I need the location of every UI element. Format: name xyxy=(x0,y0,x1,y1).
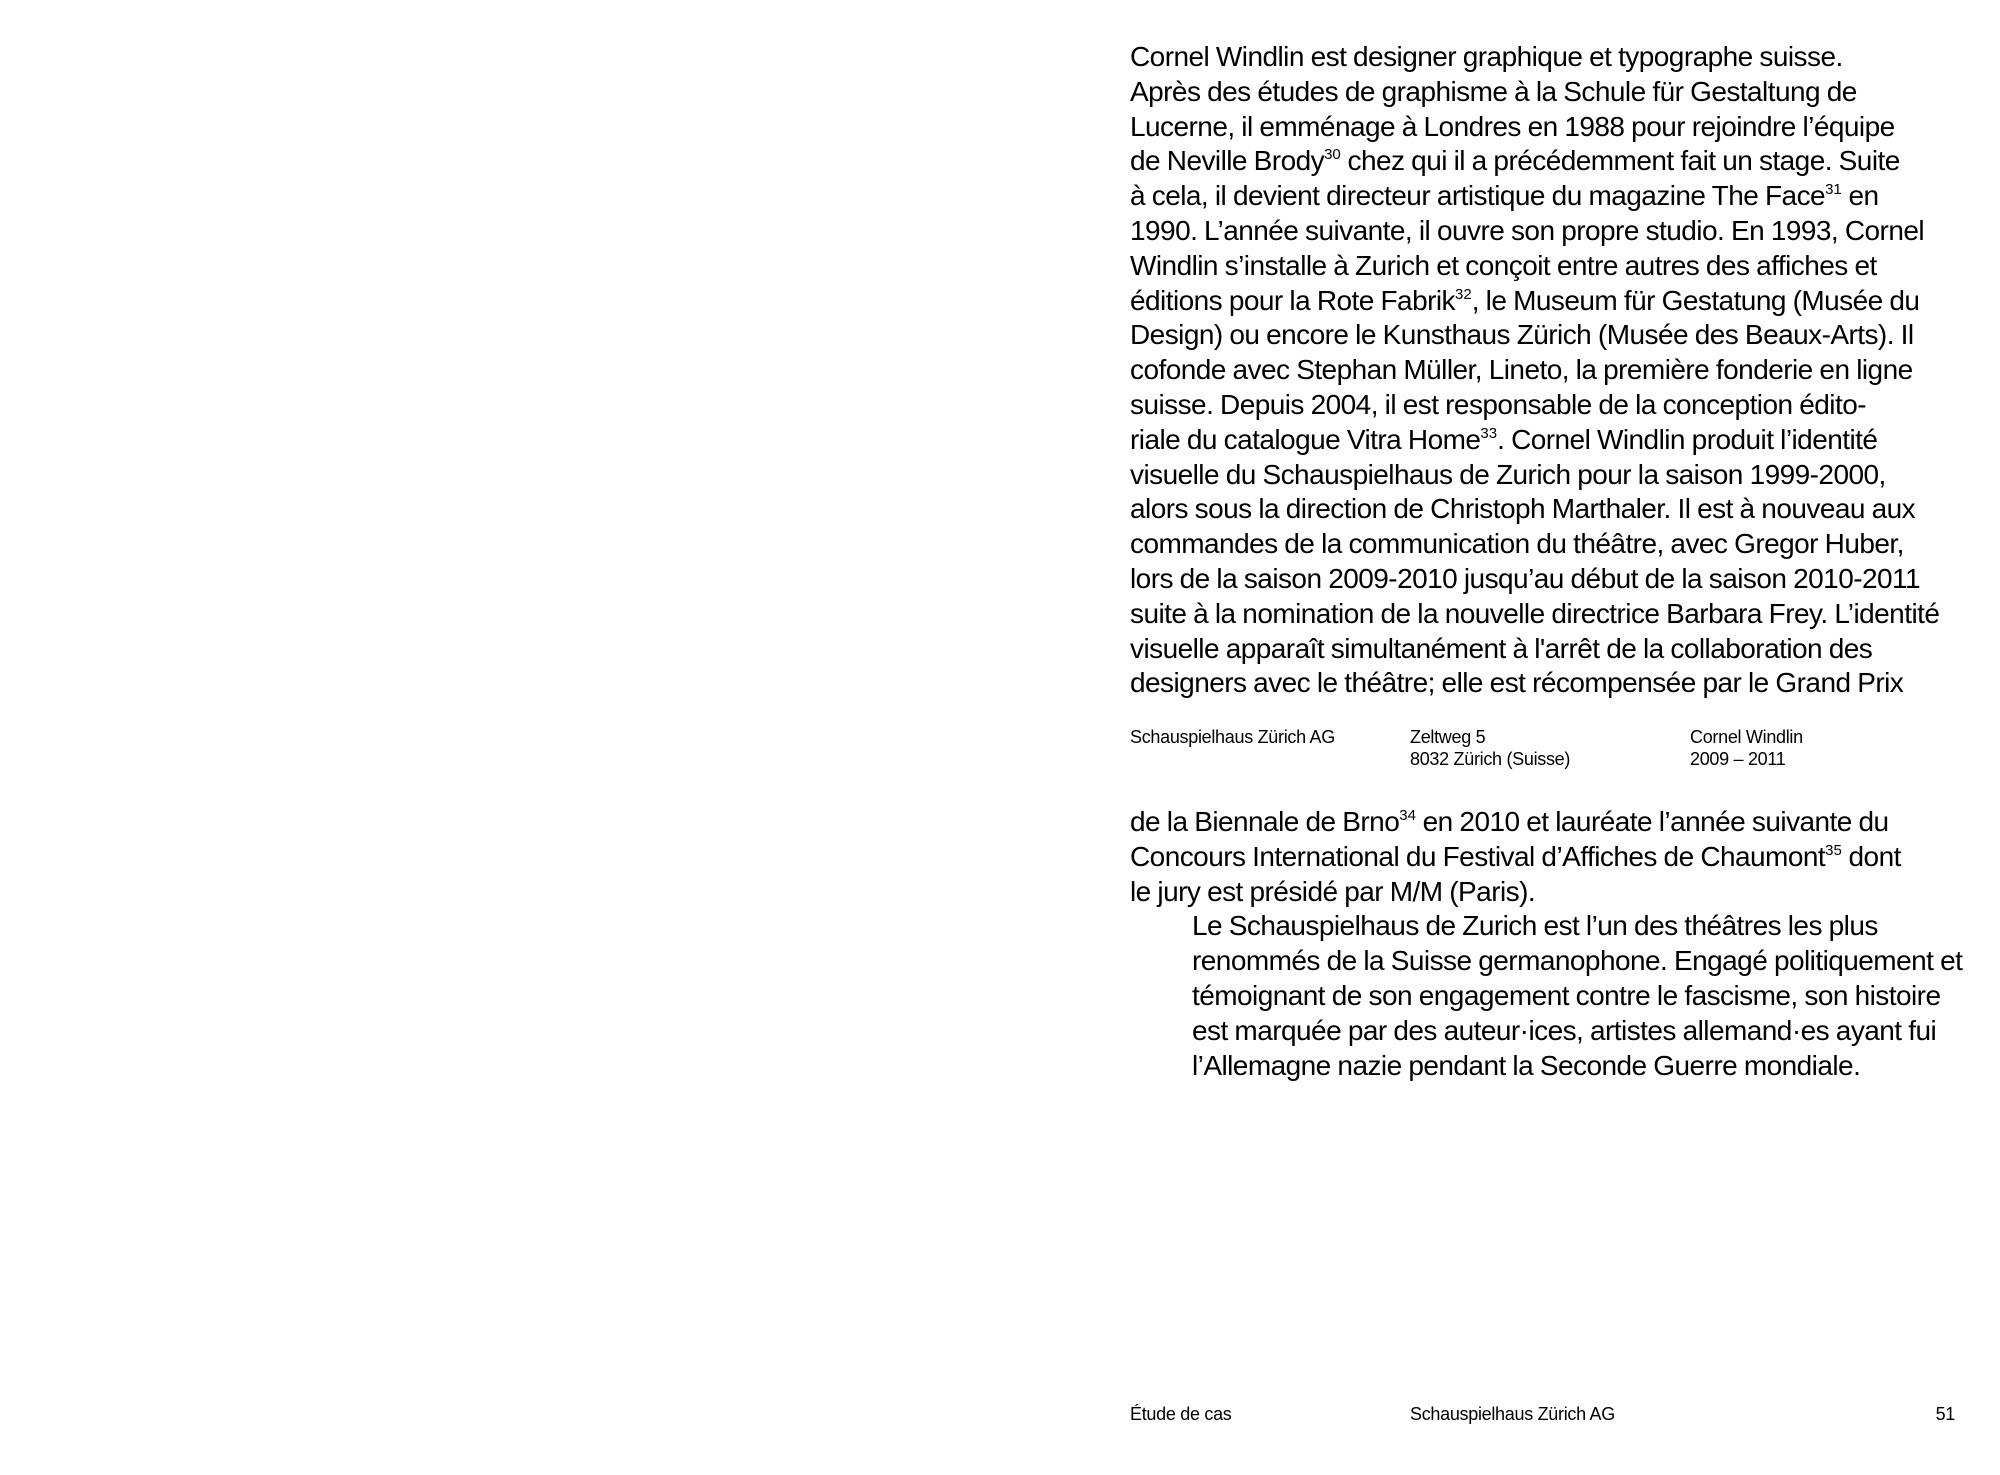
text-line: témoignant de son engagement contre le fascisme, son histoire xyxy=(1192,979,1941,1011)
caption-years: 2009 – 2011 xyxy=(1690,749,1786,769)
text-line: 1990. L’année suivante, il ouvre son propre studio. En 1993, Cornel xyxy=(1130,214,1925,246)
main-text-top xyxy=(1130,40,1960,701)
text-line: l’Allemagne nazie pendant la Seconde Guerre mondiale. xyxy=(1192,1049,1861,1081)
caption-address xyxy=(1410,726,1670,770)
text-line: Cornel Windlin est designer graphique et typographe suisse. xyxy=(1130,41,1843,72)
text-line: cofonde avec Stephan Müller, Lineto, la première fonderie en ligne xyxy=(1130,354,1913,386)
caption-client xyxy=(1130,726,1390,748)
footer-running-title: Schauspielhaus Zürich AG xyxy=(1410,1404,1615,1424)
text-line: suite à la nomination de la nouvelle directrice Barbara Frey. L’identité xyxy=(1130,597,1940,629)
text-line: de Neville Brody$^{30}$ chez qui il a précédemment fait un stage. Suite xyxy=(1130,145,1900,177)
text-line: designers avec le théâtre; elle est récompensée par le Grand Prix xyxy=(1130,667,1904,699)
text-line: de la Biennale de Brno$^{34}$ en 2010 et lauréate l’année suivante du xyxy=(1130,806,1889,837)
caption-client-name: Schauspielhaus Zürich AG xyxy=(1130,727,1335,747)
text-line: alors sous la direction de Christoph Marthaler. Il est à nouveau aux xyxy=(1130,493,1916,525)
caption-designer: Cornel Windlin xyxy=(1690,727,1803,747)
footnote-reference: 35 xyxy=(1825,841,1842,859)
text-line: est marquée par des auteur·ices, artistes allemand·es ayant fui xyxy=(1192,1014,1937,1046)
caption-credit xyxy=(1690,726,1960,770)
text-line: Design) ou encore le Kunsthaus Zürich (Musée des Beaux-Arts). Il xyxy=(1130,319,1914,351)
text-line: éditions pour la Rote Fabrik$^{32}$, le Museum für Gestatung (Musée du xyxy=(1130,284,1920,316)
main-text-bottom xyxy=(1130,805,1963,1083)
text-line: riale du catalogue Vitra Home$^{33}$. Cornel Windlin produit l’identité xyxy=(1130,423,1878,455)
text-line: Le Schauspielhaus de Zurich est l’un des théâtres les plus xyxy=(1192,910,1878,942)
text-line: suisse. Depuis 2004, il est responsable de la conception édito- xyxy=(1130,388,1866,420)
text-line: Lucerne, il emménage à Londres en 1988 pour rejoindre l’équipe xyxy=(1130,110,1895,142)
footnote-reference: 33 xyxy=(1480,424,1498,442)
text-line: visuelle du Schauspielhaus de Zurich pour la saison 1999-2000, xyxy=(1130,458,1886,490)
paragraph-intro xyxy=(1130,40,1960,701)
footer-section-label: Étude de cas xyxy=(1130,1404,1232,1424)
caption-address-city: 8032 Zürich (Suisse) xyxy=(1410,749,1571,769)
text-line: Après des études de graphisme à la Schule für Gestaltung de xyxy=(1130,75,1857,107)
paragraph-continued xyxy=(1130,805,1960,909)
footnote-reference: 34 xyxy=(1399,807,1416,824)
caption-address-street: Zeltweg 5 xyxy=(1410,727,1486,747)
paragraph-history xyxy=(1130,909,1963,1083)
text-line: Windlin s’installe à Zurich et conçoit entre autres des affiches et xyxy=(1130,249,1877,281)
text-line: le jury est présidé par M/M (Paris). xyxy=(1130,875,1536,907)
text-line: lors de la saison 2009-2010 jusqu’au début de la saison 2010-2011 xyxy=(1130,562,1921,594)
text-line: visuelle apparaît simultanément à l'arrêt de la collaboration des xyxy=(1130,632,1873,664)
page-number: 51 xyxy=(1935,1404,1955,1424)
text-line: Concours International du Festival d’Affiches de Chaumont$^{35}$ dont xyxy=(1130,840,1901,872)
text-line: à cela, il devient directeur artistique du magazine The Face$^{31}$ en xyxy=(1130,180,1879,212)
text-line: commandes de la communication du théâtre, avec Gregor Huber, xyxy=(1130,528,1904,560)
footnote-reference: 31 xyxy=(1825,181,1842,199)
footnote-reference: 32 xyxy=(1455,285,1472,303)
text-line: renommés de la Suisse germanophone. Engagé politiquement et xyxy=(1192,945,1963,977)
footnote-reference: 30 xyxy=(1324,146,1341,164)
